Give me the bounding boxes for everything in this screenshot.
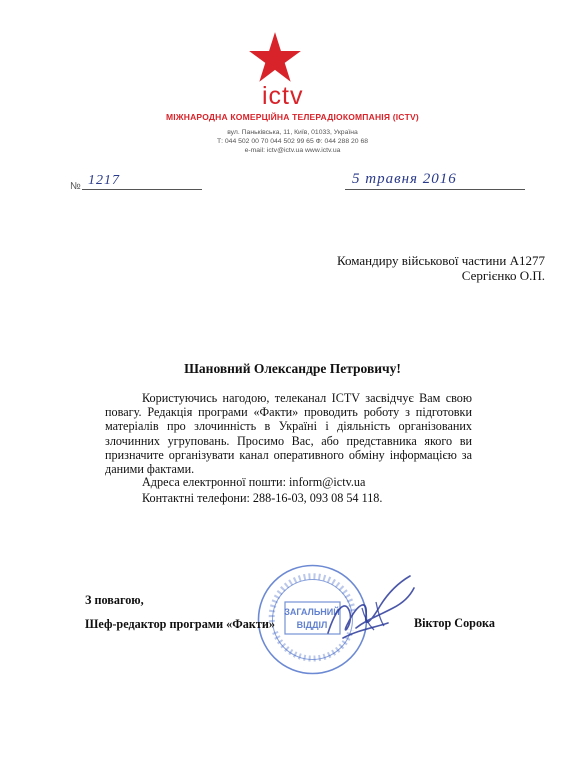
company-web: e-mail: ictv@ictv.ua www.ictv.ua xyxy=(244,147,341,154)
signer-position: Шеф-редактор програми «Факти» xyxy=(85,617,275,631)
reference-number-underline xyxy=(82,189,202,190)
body-paragraph: Користуючись нагодою, телеканал ICTV засвідчує Вам свою повагу. Редакція програми «Факти» проводить роботу з підготовки матеріалів про злочинність в Україні і діяльність організованих злочинних угруповань. Просимо Вас, або представника якого ви призначите організувати канал оперативного обміну інформацією за даними фактами. xyxy=(105,391,472,477)
handwritten-signature-icon xyxy=(318,568,418,648)
letter-body xyxy=(105,391,472,476)
company-address: вул. Паньківська, 11, Київ, 01033, Україна xyxy=(227,129,358,136)
ictv-logo-text: ictv xyxy=(262,82,304,110)
closing-regards: З повагою, xyxy=(85,593,144,607)
svg-text:ВІДДІЛ: ВІДДІЛ xyxy=(296,620,328,630)
contact-email: Адреса електронної пошти: inform@ictv.ua xyxy=(142,475,366,489)
reference-number-label: № xyxy=(70,181,81,192)
addressee-name: Сергієнко О.П. xyxy=(461,268,545,283)
salutation: Шановний Олександре Петровичу! xyxy=(184,361,401,376)
company-phones: Т: 044 502 00 70 044 502 99 65 Ф: 044 288 20 68 xyxy=(216,138,369,145)
svg-text:ЗАГАЛЬНИЙ: ЗАГАЛЬНИЙ xyxy=(284,607,340,617)
company-name: МІЖНАРОДНА КОМЕРЦІЙНА ТЕЛЕРАДІОКОМПАНІЯ (ICTV) xyxy=(166,112,419,122)
addressee-title: Командиру військової частини А1277 xyxy=(336,253,545,268)
reference-number-value: 1217 xyxy=(88,173,120,188)
contact-phones: Контактні телефони: 288-16-03, 093 08 54 118. xyxy=(142,491,383,505)
letter-date: 5 травня 2016 xyxy=(352,171,457,187)
ictv-star-logo-icon xyxy=(248,32,302,84)
date-underline xyxy=(345,189,525,190)
signer-name: Віктор Сорока xyxy=(414,616,495,630)
